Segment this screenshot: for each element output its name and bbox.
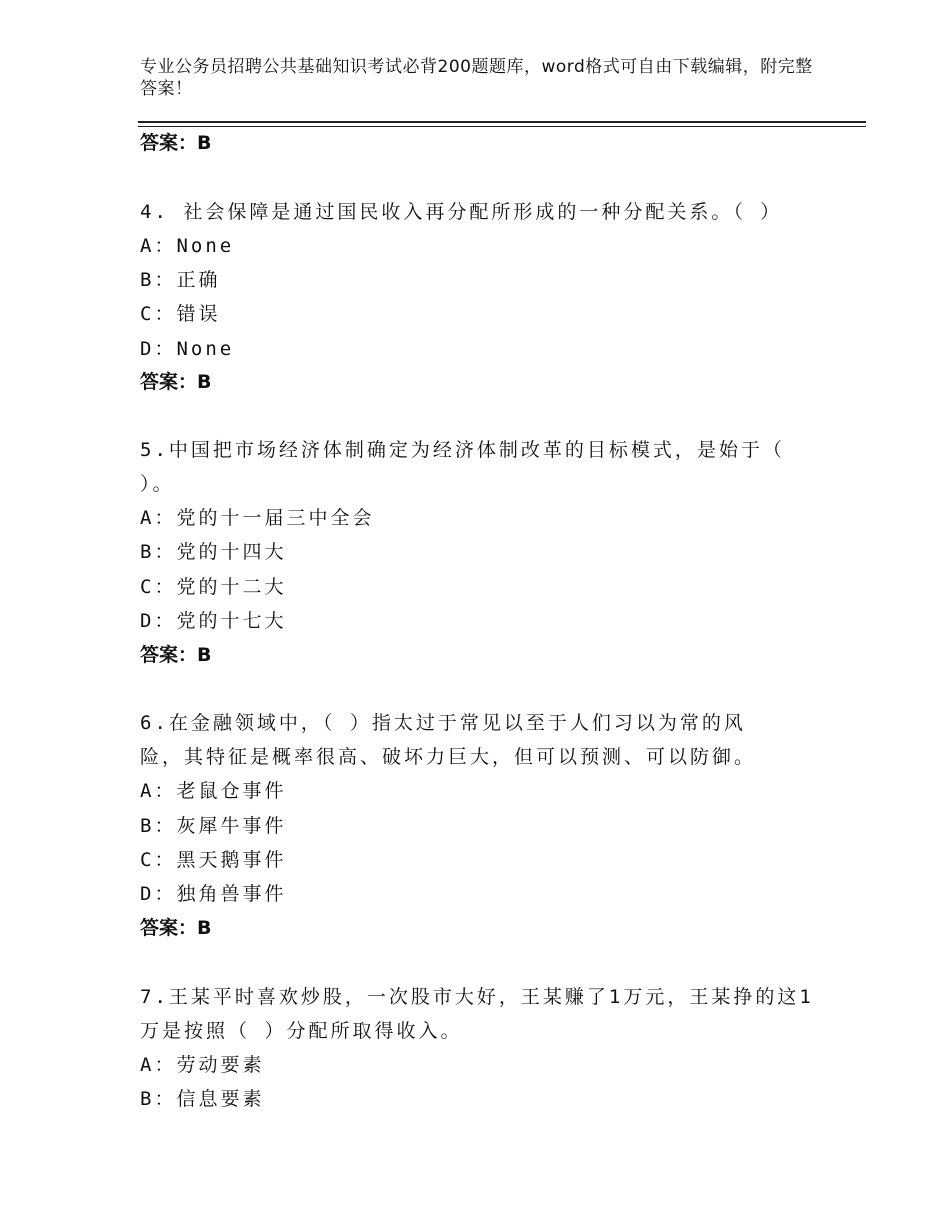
- question-5-option-a: A：党的十一届三中全会: [140, 507, 375, 529]
- question-4-option-a: A：None: [140, 235, 235, 257]
- question-7-option-b: B：信息要素: [140, 1088, 265, 1110]
- question-6-stem-line-1: 6.在金融领域中，（ ）指太过于常见以至于人们习以为常的风: [140, 712, 746, 734]
- question-4-stem: 4. 社会保障是通过国民收入再分配所形成的一种分配关系。（ ）: [140, 201, 783, 223]
- question-5-stem-line-2: ）。: [140, 473, 175, 495]
- question-6-option-c: C：黑天鹅事件: [140, 849, 287, 871]
- header-rule-thick: [138, 121, 866, 123]
- question-6-answer: 答案：B: [140, 917, 212, 939]
- header-rule-thin: [138, 126, 866, 127]
- question-4-option-b: B：正确: [140, 269, 221, 291]
- question-5-option-c: C：党的十二大: [140, 576, 287, 598]
- question-6-option-d: D：独角兽事件: [140, 883, 287, 905]
- question-6-option-b: B：灰犀牛事件: [140, 815, 287, 837]
- question-4-answer: 答案：B: [140, 371, 212, 393]
- question-5-answer: 答案：B: [140, 644, 212, 666]
- answer-previous: 答案：B: [140, 132, 212, 154]
- question-6-stem-line-2: 险，其特征是概率很高、破坏力巨大，但可以预测、可以防御。: [140, 746, 757, 768]
- question-4-option-d: D：None: [140, 338, 235, 360]
- question-4-option-c: C：错误: [140, 303, 221, 325]
- question-7-stem-line-1: 7.王某平时喜欢炒股，一次股市大好，王某赚了1万元，王某挣的这1: [140, 986, 814, 1008]
- question-7-option-a: A：劳动要素: [140, 1054, 265, 1076]
- question-5-option-d: D：党的十七大: [140, 610, 287, 632]
- question-5-stem-line-1: 5.中国把市场经济体制确定为经济体制改革的目标模式，是始于（: [140, 439, 785, 461]
- question-7-stem-line-2: 万是按照（ ）分配所取得收入。: [140, 1020, 463, 1042]
- question-6-option-a: A：老鼠仓事件: [140, 780, 287, 802]
- question-5-option-b: B：党的十四大: [140, 541, 287, 563]
- page-header-title: 专业公务员招聘公共基础知识考试必背200题题库，word格式可自由下载编辑，附完整答案！: [140, 57, 813, 99]
